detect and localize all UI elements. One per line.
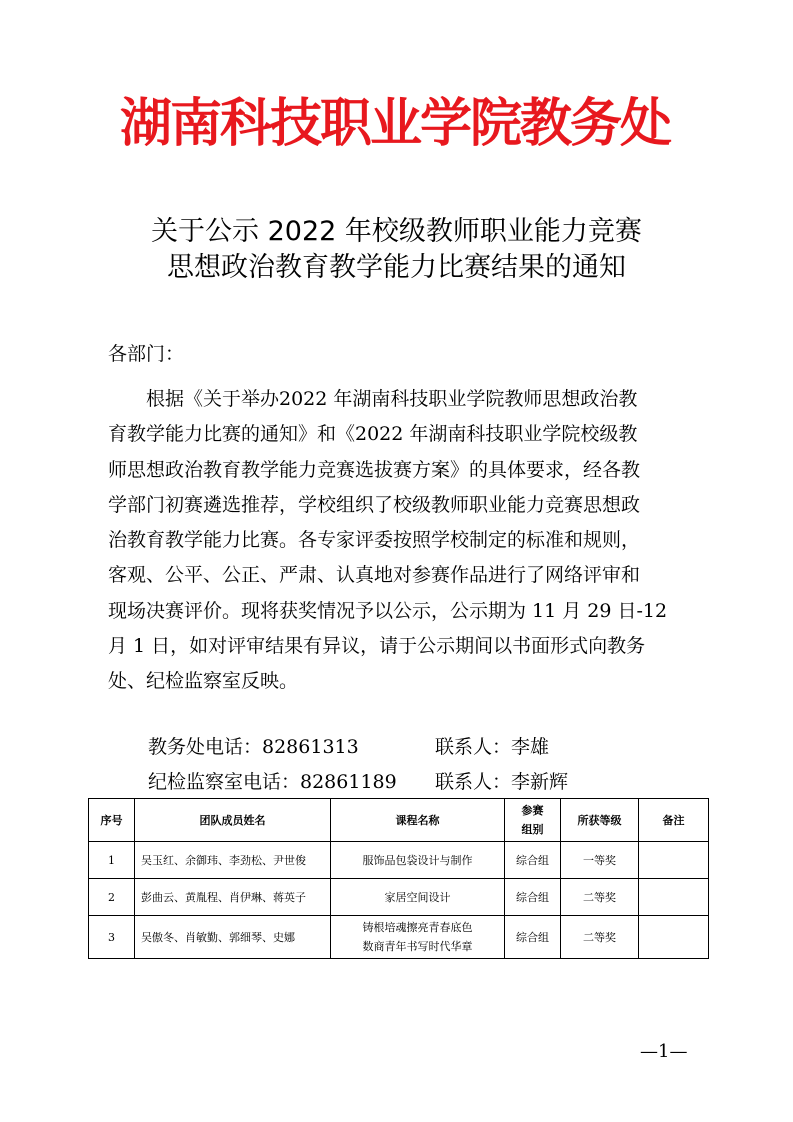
body-line-9: 处、纪检监察室反映。 xyxy=(108,670,299,693)
title-line-1: 关于公示 2022 年校级教师职业能力竞赛 xyxy=(151,216,642,247)
body-line-4: 学部门初赛遴选推荐，学校组织了校级教师职业能力竞赛思想政 xyxy=(108,493,641,516)
table-row xyxy=(89,842,709,879)
course-line-2: 数商青年书写时代华章 xyxy=(362,940,473,953)
cell-members: 彭曲云、黄胤程、肖伊琳、蒋英子 xyxy=(135,879,331,916)
table-row xyxy=(89,916,709,959)
cell-group: 综合组 xyxy=(505,879,561,916)
salutation: 各部门： xyxy=(108,343,185,365)
cell-course xyxy=(331,916,505,959)
body-paragraph xyxy=(108,382,688,700)
results-table xyxy=(88,798,709,959)
contact-person: 联系人：李雄 xyxy=(435,736,550,758)
cell-no: 3 xyxy=(89,916,135,959)
course-line-1: 家居空间设计 xyxy=(384,890,451,904)
header-group xyxy=(505,799,561,842)
contact-phone: 教务处电话：82861313 xyxy=(148,736,359,758)
table-row xyxy=(89,879,709,916)
header-members: 团队成员姓名 xyxy=(135,799,331,842)
cell-award: 二等奖 xyxy=(561,916,639,959)
course-line-1: 铸根培魂擦亮青春底色 xyxy=(362,921,473,934)
header-group-line-2: 组别 xyxy=(521,823,544,836)
notice-title xyxy=(60,214,733,286)
cell-award: 一等奖 xyxy=(561,842,639,879)
title-line-2: 思想政治教育教学能力比赛结果的通知 xyxy=(167,252,626,283)
cell-remark xyxy=(639,842,709,879)
header-course: 课程名称 xyxy=(331,799,505,842)
body-line-7: 现场决赛评价。现将获奖情况予以公示，公示期为 11 月 29 日-12 xyxy=(108,599,668,622)
cell-group: 综合组 xyxy=(505,916,561,959)
cell-course xyxy=(331,842,505,879)
cell-group: 综合组 xyxy=(505,842,561,879)
organization-header: 湖南科技职业学院教务处 xyxy=(119,93,670,154)
contact-discipline-office xyxy=(148,767,569,797)
contact-academic-affairs xyxy=(148,732,550,762)
header-group-line-1: 参赛 xyxy=(521,804,544,817)
header-award: 所获等级 xyxy=(561,799,639,842)
cell-no: 1 xyxy=(89,842,135,879)
header-no: 序号 xyxy=(89,799,135,842)
contact-phone: 纪检监察室电话：82861189 xyxy=(148,771,397,793)
body-line-1: 根据《关于举办2022 年湖南科技职业学院教师思想政治教 xyxy=(108,388,638,410)
cell-course xyxy=(331,879,505,916)
cell-remark xyxy=(639,916,709,959)
course-line-1: 服饰品包袋设计与制作 xyxy=(362,853,473,867)
contact-person: 联系人：李新辉 xyxy=(435,771,569,793)
cell-award: 二等奖 xyxy=(561,879,639,916)
page-number: —1— xyxy=(640,1041,688,1062)
body-line-6: 客观、公平、公正、严肃、认真地对参赛作品进行了网络评审和 xyxy=(108,564,641,587)
body-line-3: 师思想政治教育教学能力竞赛选拔赛方案》的具体要求，经各教 xyxy=(108,458,641,481)
body-line-8: 月 1 日，如对评审结果有异议，请于公示期间以书面形式向教务 xyxy=(108,635,646,658)
body-line-5: 治教育教学能力比赛。各专家评委按照学校制定的标准和规则， xyxy=(108,529,641,552)
table-header-row xyxy=(89,799,709,842)
cell-members: 吴傲冬、肖敏勤、郭细琴、史娜 xyxy=(135,916,331,959)
body-line-2: 育教学能力比赛的通知》和《2022 年湖南科技职业学院校级教 xyxy=(108,423,638,446)
cell-remark xyxy=(639,879,709,916)
header-remark: 备注 xyxy=(639,799,709,842)
cell-members: 吴玉红、余御玮、李劲松、尹世俊 xyxy=(135,842,331,879)
cell-no: 2 xyxy=(89,879,135,916)
